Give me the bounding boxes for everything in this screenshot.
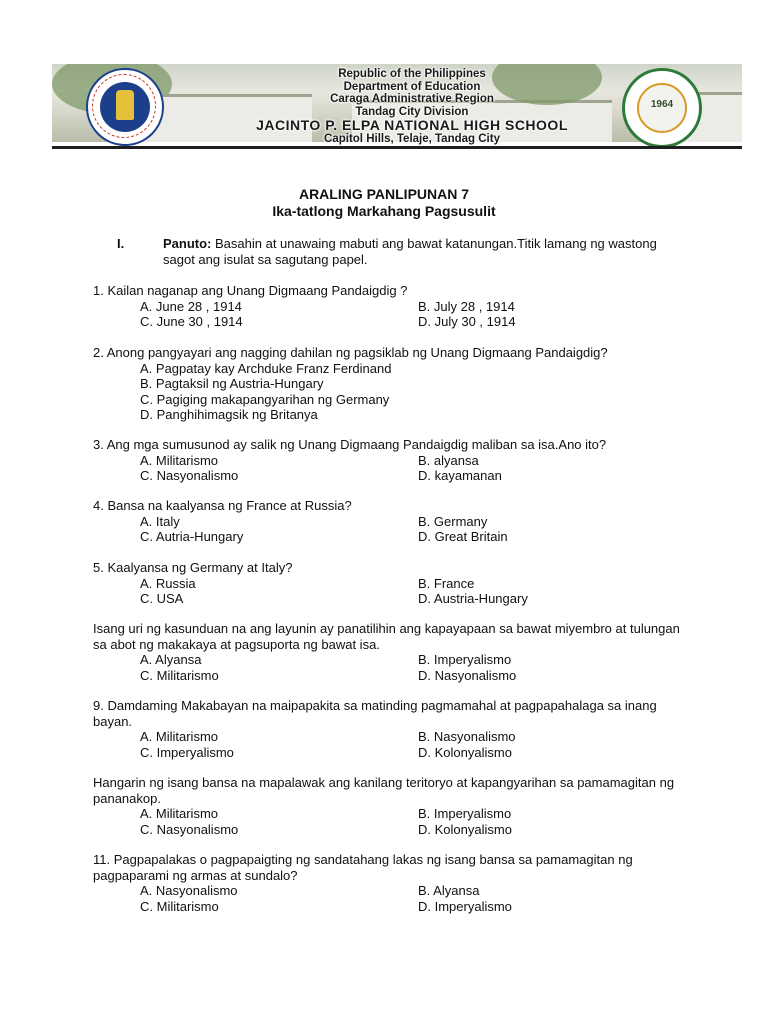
- subject-title: ARALING PANLIPUNAN 7: [298, 186, 470, 202]
- letterhead: [52, 62, 742, 150]
- header-line-deped: Department of Education: [343, 80, 481, 93]
- answer-option: B. Alyansa: [418, 883, 480, 898]
- question-stem: 3. Ang mga sumusunod ay salik ng Unang Digmaang Pandaigdig maliban sa isa.Ano ito?: [93, 437, 607, 452]
- question-item: [93, 775, 683, 837]
- answer-option: A. Nasyonalismo: [140, 883, 238, 898]
- answer-option: D. July 30 , 1914: [418, 314, 516, 329]
- question-item: [93, 437, 683, 484]
- deped-seal-logo: [86, 68, 164, 146]
- question-item: [93, 698, 683, 760]
- answer-option: A. Russia: [140, 575, 196, 591]
- answer-option: D. Great Britain: [418, 529, 508, 544]
- question-item: [93, 345, 683, 423]
- answer-option: D. Austria-Hungary: [418, 591, 528, 606]
- question-stem: 4. Bansa na kaalyansa ng France at Russia?: [93, 498, 352, 513]
- exam-subtitle: Ika-tatlong Markahang Pagsusulit: [272, 203, 496, 219]
- answer-option: B. July 28 , 1914: [418, 298, 515, 314]
- answer-option: A. Militarismo: [140, 729, 219, 744]
- header-line-division: Tandag City Division: [355, 105, 469, 118]
- answer-option: B. France: [418, 575, 475, 591]
- answer-option: A. June 28 , 1914: [140, 298, 242, 314]
- answer-option: D. Kolonyalismo: [418, 744, 512, 760]
- school-seal-logo: [622, 68, 702, 148]
- answer-option: C. Nasyonalismo: [140, 821, 239, 837]
- question-item: [93, 560, 683, 607]
- answer-option: D. Panghihimagsik ng Britanya: [140, 407, 318, 422]
- answer-option: A. Alyansa: [140, 652, 202, 667]
- answer-option: B. Imperyalismo: [418, 652, 512, 667]
- question-stem: Isang uri ng kasunduan na ang layunin ay panatilihin ang kapayapaan sa bawat miyembro at tulungan sa abot ng makakaya at pagsuporta ng bawat isa.: [93, 621, 680, 652]
- question-item: [93, 621, 683, 683]
- answer-option: A. Militarismo: [140, 806, 219, 821]
- question-stem: 1. Kailan naganap ang Unang Digmaang Pandaigdig ?: [93, 283, 408, 298]
- question-item: [93, 498, 683, 545]
- question-stem: 11. Pagpapalakas o pagpapaigting ng sandatahang lakas ng isang bansa sa pamamagitan ng pagpaparami ng armas at sundalo?: [93, 852, 633, 883]
- answer-option: C. Militarismo: [140, 667, 219, 683]
- header-line-region: Caraga Administrative Region: [330, 93, 494, 105]
- answer-option: C. June 30 , 1914: [140, 314, 243, 329]
- header-line-republic: Republic of the Philippines: [338, 68, 486, 80]
- answer-option: B. Pagtaksil ng Austria-Hungary: [140, 376, 324, 391]
- answer-option: B. Imperyalismo: [418, 806, 512, 821]
- instruction-text: [163, 236, 657, 267]
- answer-option: D. kayamanan: [418, 468, 502, 483]
- answer-option: C. Autria-Hungary: [140, 529, 244, 544]
- letterhead-text: [202, 68, 622, 146]
- answer-option: C. Imperyalismo: [140, 744, 234, 760]
- answer-option: A. Militarismo: [140, 452, 219, 468]
- question-item: [93, 283, 683, 330]
- answer-option: B. alyansa: [418, 452, 479, 468]
- question-stem: 2. Anong pangyayari ang nagging dahilan ng pagsiklab ng Unang Digmaang Pandaigdig?: [93, 345, 608, 360]
- question-stem: Hangarin ng isang bansa na mapalawak ang kanilang teritoryo at kapangyarihan sa pamamagitan ng pananakop.: [93, 775, 675, 806]
- answer-option: C. Nasyonalismo: [140, 468, 239, 483]
- school-seal-year: 1964: [650, 99, 674, 110]
- answer-option: D. Nasyonalismo: [418, 667, 517, 683]
- answer-option: B. Nasyonalismo: [418, 729, 516, 744]
- instruction-label: Panuto:: [163, 236, 212, 251]
- section-number: I.: [117, 236, 125, 251]
- answer-option: A. Pagpatay kay Archduke Franz Ferdinand: [140, 360, 392, 376]
- answer-option: C. Pagiging makapangyarihan ng Germany: [140, 391, 390, 407]
- header-divider: [52, 146, 742, 149]
- instruction-body: Basahin at unawaing mabuti ang bawat katanungan.Titik lamang ng wastong sagot ang isulat sa sagutang papel.: [163, 236, 657, 267]
- school-address: Capitol Hills, Telaje, Tandag City: [324, 133, 500, 145]
- exam-title: [0, 186, 768, 220]
- question-stem: 5. Kaalyansa ng Germany at Italy?: [93, 560, 293, 575]
- question-stem: 9. Damdaming Makabayan na maipapakita sa matinding pagmamahal at pagpapahalaga sa inang bayan.: [93, 698, 657, 729]
- answer-option: A. Italy: [140, 513, 180, 529]
- answer-option: D. Kolonyalismo: [418, 821, 512, 837]
- answer-option: D. Imperyalismo: [418, 898, 512, 914]
- answer-option: C. USA: [140, 591, 184, 606]
- answer-option: C. Militarismo: [140, 898, 219, 914]
- question-item: [93, 852, 683, 914]
- school-name: JACINTO P. ELPA NATIONAL HIGH SCHOOL: [256, 117, 568, 133]
- answer-option: B. Germany: [418, 513, 488, 529]
